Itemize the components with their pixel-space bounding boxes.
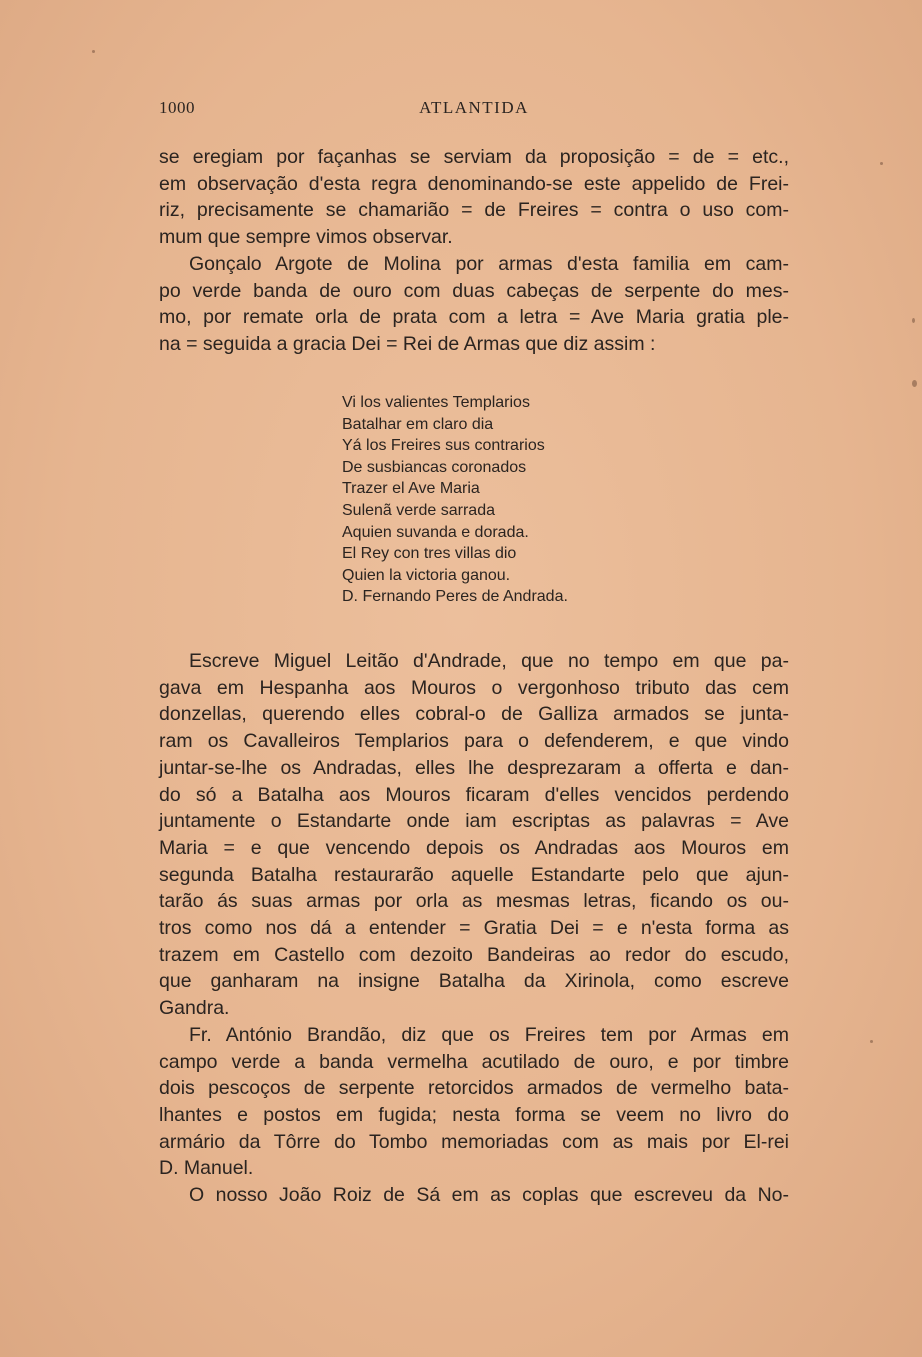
text-line: segunda Batalha restaurarão aquelle Estandarte pelo que ajun- bbox=[159, 863, 789, 886]
text-line: que ganharam na insigne Batalha da Xirinola, como escreve bbox=[159, 970, 789, 993]
poem-line: Quien la victoria ganou. bbox=[342, 566, 511, 584]
paper-speck bbox=[92, 50, 95, 53]
poem-line: Sulenã verde sarrada bbox=[342, 501, 495, 519]
text-line: juntar-se-lhe os Andradas, elles lhe desprezaram a offerta e dan- bbox=[159, 756, 789, 779]
poem-line: Batalhar em claro dia bbox=[342, 415, 494, 433]
poem-line: De susbiancas coronados bbox=[342, 458, 527, 476]
paragraph-2 bbox=[159, 251, 789, 358]
text-line: O nosso João Roiz de Sá em as coplas que escreveu da No- bbox=[189, 1184, 789, 1207]
text-line: tros como nos dá a entender = Gratia Dei = e n'esta forma as bbox=[159, 917, 789, 940]
text-line: mo, por remate orla de prata com a letra = Ave Maria gratia ple- bbox=[159, 306, 789, 329]
poem-line: Trazer el Ave Maria bbox=[342, 480, 480, 498]
paper-speck bbox=[912, 380, 917, 387]
text-line: riz, precisamente se chamarião = de Freires = contra o uso com- bbox=[159, 199, 789, 222]
text-line: na = seguida a gracia Dei = Rei de Armas que diz assim : bbox=[159, 332, 656, 355]
text-line: ram os Cavalleiros Templarios para o defenderem, e que vindo bbox=[159, 730, 789, 753]
body-text-top bbox=[159, 144, 789, 358]
text-line: trazem em Castello com dezoito Bandeiras ao redor do escudo, bbox=[159, 943, 789, 966]
text-line: Gandra. bbox=[159, 997, 230, 1020]
text-line: D. Manuel. bbox=[159, 1157, 254, 1180]
poem-line: El Rey con tres villas dio bbox=[342, 545, 517, 563]
text-line: campo verde a banda vermelha acutilado de ouro, e por timbre bbox=[159, 1050, 789, 1073]
paper-speck bbox=[870, 1040, 873, 1043]
text-line: lhantes e postos em fugida; nesta forma se veem no livro do bbox=[159, 1103, 789, 1126]
text-line: Maria = e que vencendo depois os Andradas aos Mouros em bbox=[159, 836, 789, 859]
page-number: 1000 bbox=[159, 98, 195, 117]
paragraph-5 bbox=[159, 1182, 789, 1209]
text-line: em observação d'esta regra denominando-se este appelido de Frei- bbox=[159, 172, 789, 195]
text-line: juntamente o Estandarte onde iam escriptas as palavras = Ave bbox=[159, 810, 789, 833]
poem-line: Aquien suvanda e dorada. bbox=[342, 523, 529, 541]
poem-line: Vi los valientes Templarios bbox=[342, 394, 530, 411]
text-line: mum que sempre vimos observar. bbox=[159, 226, 453, 249]
text-line: Gonçalo Argote de Molina por armas d'esta familia em cam- bbox=[189, 252, 789, 275]
text-line: po verde banda de ouro com duas cabeças de serpente do mes- bbox=[159, 279, 789, 302]
text-line: do só a Batalha aos Mouros ficaram d'elles vencidos perdendo bbox=[159, 783, 789, 806]
poem-line: D. Fernando Peres de Andrada. bbox=[342, 588, 568, 606]
running-title: ATLANTIDA bbox=[419, 98, 529, 117]
text-line: tarão ás suas armas por orla as mesmas letras, ficando os ou- bbox=[159, 890, 789, 913]
text-line: Fr. António Brandão, diz que os Freires tem por Armas em bbox=[189, 1023, 789, 1046]
text-line: se eregiam por façanhas se serviam da proposição = de = etc., bbox=[159, 146, 789, 168]
text-line: armário da Tôrre do Tombo memoriadas com as mais por El-rei bbox=[159, 1130, 789, 1153]
poem-line: Yá los Freires sus contrarios bbox=[342, 437, 545, 455]
paragraph-3 bbox=[159, 648, 789, 1022]
paragraph-1 bbox=[159, 144, 789, 251]
body-text-bottom bbox=[159, 648, 789, 1209]
paper-speck bbox=[880, 162, 883, 165]
paragraph-4 bbox=[159, 1022, 789, 1182]
text-line: gava em Hespanha aos Mouros o vergonhoso tributo das cem bbox=[159, 676, 789, 699]
running-head bbox=[159, 98, 789, 124]
paper-speck bbox=[912, 318, 915, 323]
text-line: dois pescoços de serpente retorcidos armados de vermelho bata- bbox=[159, 1077, 789, 1100]
text-line: Escreve Miguel Leitão d'Andrade, que no tempo em que pa- bbox=[189, 650, 789, 672]
text-line: donzellas, querendo elles cobral-o de Galliza armados se junta- bbox=[159, 703, 789, 726]
poem-quotation bbox=[342, 392, 672, 608]
